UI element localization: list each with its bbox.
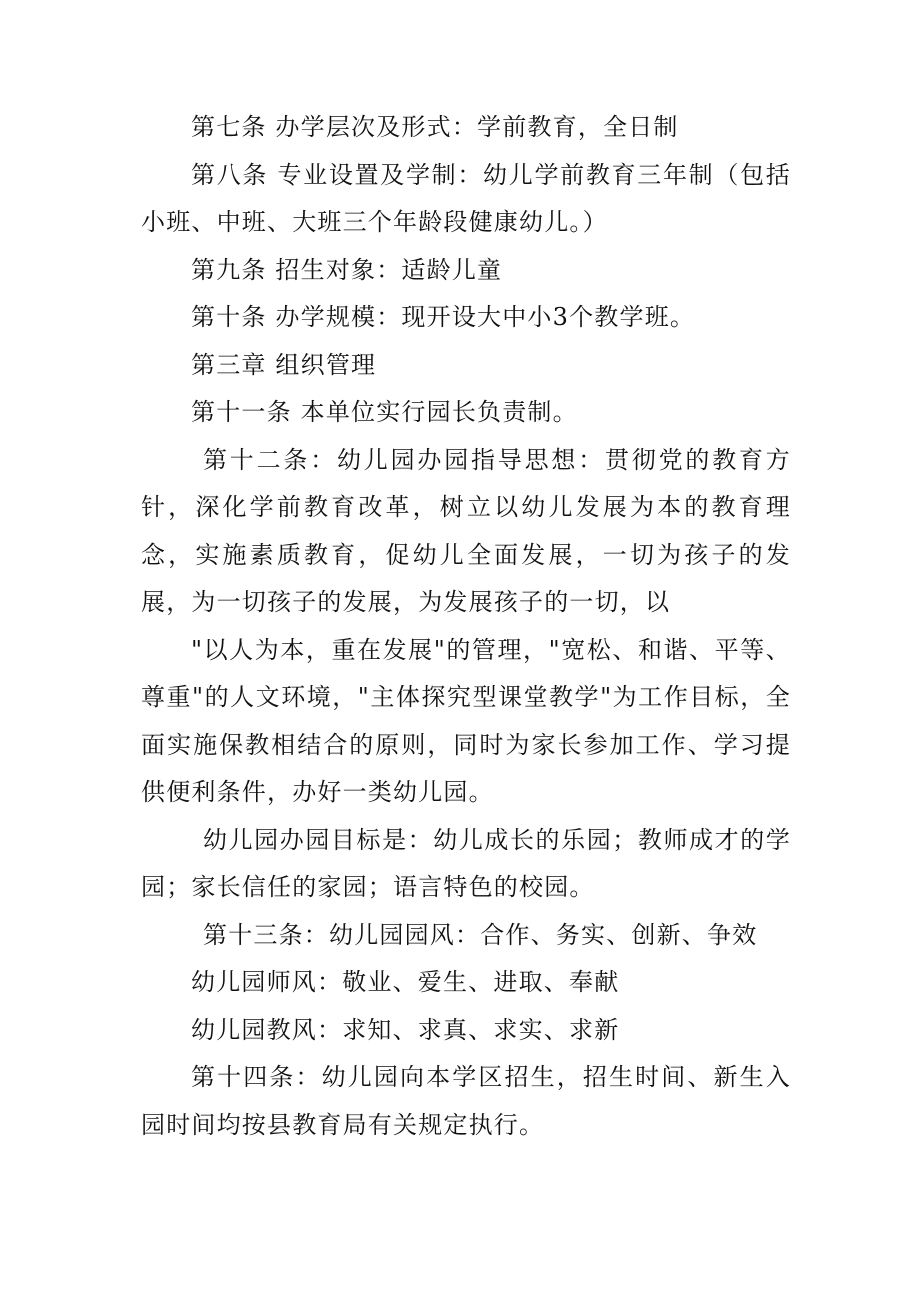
article-13: 第十三条：幼儿园园风：合作、务实、创新、争效 xyxy=(203,920,758,949)
article-12-continued: "以人为本，重在发展"的管理，"宽松、和谐、平等、尊重"的人文环境，"主体探究型课堂教学"为工作目标，全面实施保教相结合的原则，同时为家长参加工作、学习提供便利条件，办好一类幼儿园。 xyxy=(141,635,791,806)
article-8: 第八条 专业设置及学制：幼儿学前教育三年制（包括小班、中班、大班三个年龄段健康幼儿。） xyxy=(141,160,791,236)
kindergarten-goals: 幼儿园办园目标是：幼儿成长的乐园；教师成才的学园；家长信任的家园；语言特色的校园。 xyxy=(141,825,791,901)
teacher-style: 幼儿园师风：敬业、爱生、进取、奉献 xyxy=(191,968,620,996)
article-9: 第九条 招生对象：适龄儿童 xyxy=(191,255,503,284)
chapter-3-heading: 第三章 组织管理 xyxy=(191,350,377,379)
article-7: 第七条 办学层次及形式：学前教育，全日制 xyxy=(191,113,679,141)
teaching-style: 幼儿园教风：求知、求真、求实、求新 xyxy=(191,1015,620,1044)
document-body xyxy=(141,104,791,1149)
article-11: 第十一条 本单位实行园长负责制。 xyxy=(191,398,578,426)
article-14: 第十四条：幼儿园向本学区招生，招生时间、新生入园时间均按县教育局有关规定执行。 xyxy=(141,1063,791,1139)
article-12: 第十二条：幼儿园办园指导思想：贯彻党的教育方针，深化学前教育改革，树立以幼儿发展为本的教育理念，实施素质教育，促幼儿全面发展，一切为孩子的发展，为一切孩子的发展，为发展孩子的一切，以 xyxy=(141,445,791,616)
article-10: 第十条 办学规模：现开设大中小3个教学班。 xyxy=(191,303,696,331)
